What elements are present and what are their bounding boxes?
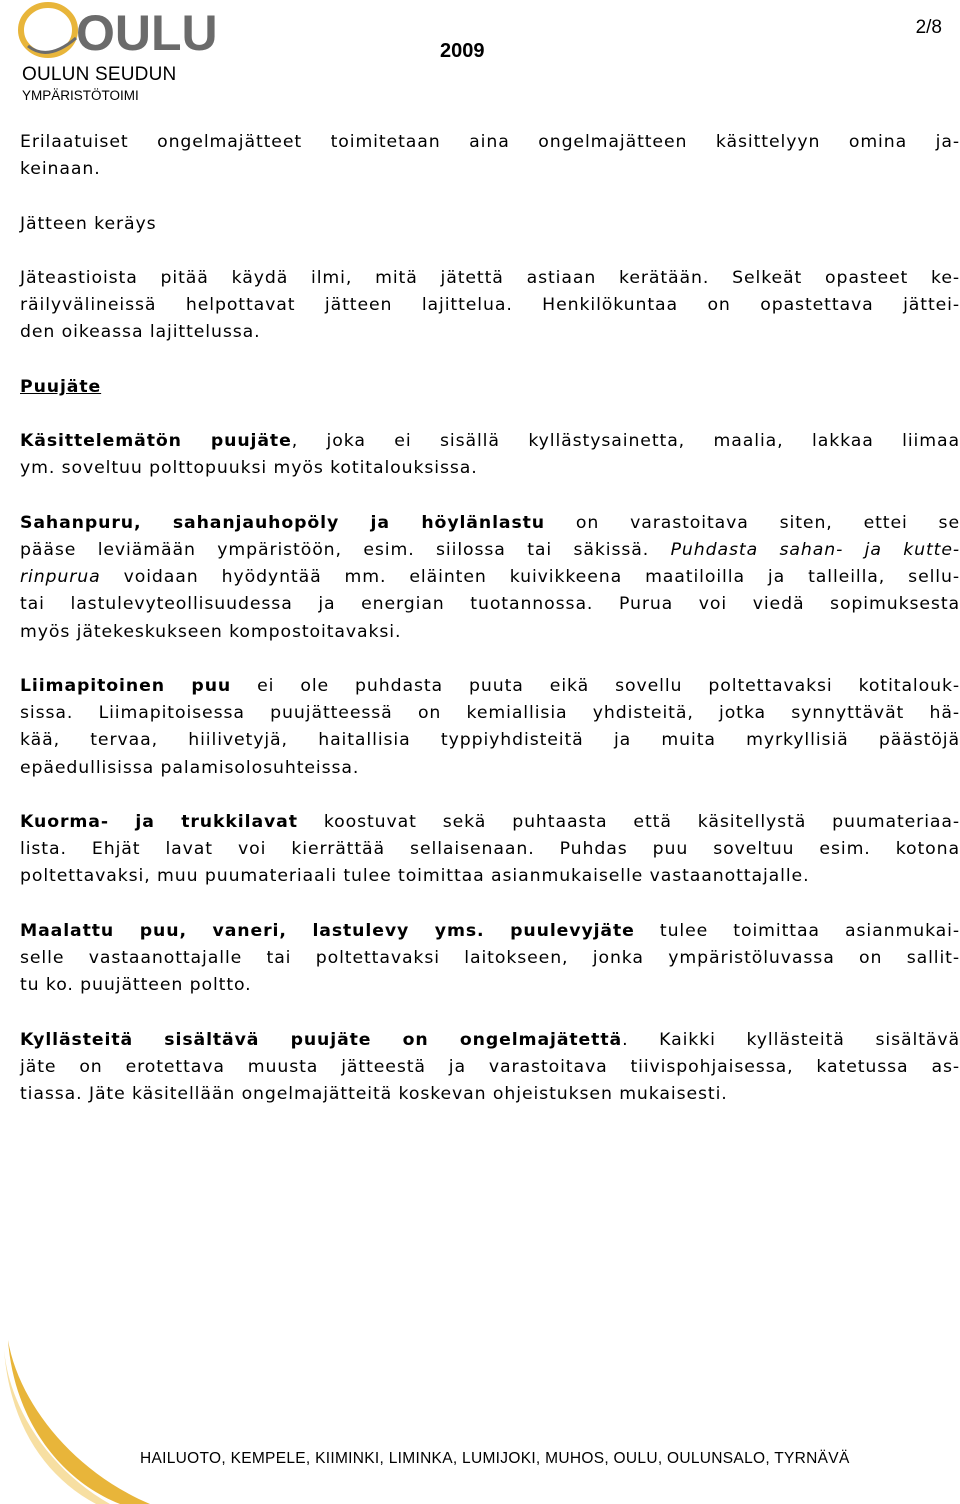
bold-term: Kyllästeitä sisältävä puujäte on ongelmajätettä: [20, 1029, 623, 1050]
decorative-swoosh: [0, 1340, 150, 1504]
document-year: 2009: [440, 40, 485, 62]
text-span: ei ole puhdasta puuta eikä sovellu poltettavaksi kotitalouk-: [231, 675, 960, 696]
bold-term: Käsittelemätön puujäte: [20, 431, 292, 452]
text-line: räilyvälineissä helpottavat jätteen lajittelua. Henkilökuntaa on opastettava jättei-: [20, 295, 960, 316]
paragraph-painted-wood: [20, 918, 960, 1000]
text-line: jäte on erotettava muusta jätteestä ja varastoitava tiivispohjaisessa, katetussa as-: [20, 1056, 960, 1077]
heading-wood-waste-text: Puujäte: [20, 376, 102, 397]
paragraph-hazardous-waste: [20, 129, 960, 183]
bold-term: Liimapitoinen puu: [20, 675, 232, 696]
heading-wood-waste: [20, 374, 960, 401]
text-span: pääse leviämään ympäristöön, esim. siilossa tai säkissä.: [20, 539, 671, 560]
text-span: tulee toimittaa asianmukai-: [634, 920, 960, 941]
text-line: lista. Ehjät lavat voi kierrättää sellaisenaan. Puhdas puu soveltuu esim. kotona: [20, 839, 960, 860]
text-span: koostuvat sekä puhtaasta että käsitellystä puumateriaa-: [297, 811, 960, 832]
text-line: ym. soveltuu polttopuuksi myös kotitalouksissa.: [20, 458, 478, 479]
italic-term: Puhdasta sahan- ja kutte-: [670, 539, 960, 560]
org-name-line2: YMPÄRISTÖTOIMI: [22, 88, 139, 103]
org-name-line1: OULUN SEUDUN: [22, 64, 177, 85]
text-line: epäedullisissa palamisolosuhteissa.: [20, 757, 360, 778]
paragraph-collection: [20, 265, 960, 347]
text-line: selle vastaanottajalle tai poltettavaksi laitokseen, jonka ympäristöluvassa on sallit-: [20, 947, 960, 968]
bold-term: Maalattu puu, vaneri, lastulevy yms. puulevyjäte: [20, 920, 635, 941]
text-span: , joka ei sisällä kyllästysainetta, maalia, lakkaa liimaa: [291, 431, 960, 452]
text-line: keinaan.: [20, 159, 101, 180]
text-line: tu ko. puujätteen poltto.: [20, 975, 252, 996]
paragraph-pallets: [20, 809, 960, 891]
oulu-logo: [18, 2, 218, 62]
text-span: voidaan hyödyntää mm. eläinten kuivikkeena maatiloilla ja talleilla, sellu-: [100, 567, 960, 588]
text-line: Erilaatuiset ongelmajätteet toimitetaan aina ongelmajätteen käsittelyyn omina ja-: [20, 132, 960, 152]
text-line: tiassa. Jäte käsitellään ongelmajätteitä koskevan ohjeistuksen mukaisesti.: [20, 1083, 728, 1104]
paragraph-impregnated-wood: [20, 1027, 960, 1109]
footer-municipalities: HAILUOTO, KEMPELE, KIIMINKI, LIMINKA, LUMIJOKI, MUHOS, OULU, OULUNSALO, TYRNÄVÄ: [140, 1450, 850, 1467]
text-line: myös jätekeskukseen kompostoitavaksi.: [20, 621, 402, 642]
heading-collection: Jätteen keräys: [20, 213, 157, 234]
text-line: poltettavaksi, muu puumateriaali tulee toimittaa asianmukaiselle vastaanottajalle.: [20, 866, 810, 887]
paragraph-sawdust: [20, 510, 960, 646]
bold-term: Sahanpuru, sahanjauhopöly ja höylänlastu: [20, 512, 546, 533]
text-line: kää, tervaa, hiilivetyjä, haitallisia typpiyhdisteitä ja muita myrkyllisiä päästöjä: [20, 730, 960, 751]
document-body: [20, 129, 960, 1108]
paragraph-glued-wood: [20, 673, 960, 782]
text-line: sissa. Liimapitoisessa puujätteessä on kemiallisia yhdisteitä, jotka synnyttävät hä-: [20, 703, 960, 724]
text-line: tai lastulevyteollisuudessa ja energian tuotannossa. Purua voi viedä sopimuksesta: [20, 594, 960, 615]
bold-term: Kuorma- ja trukkilavat: [20, 811, 298, 832]
text-span: . Kaikki kyllästeitä sisältävä: [622, 1029, 960, 1050]
page-number: 2/8: [915, 17, 942, 38]
italic-term: rinpurua: [20, 567, 101, 588]
text-span: on varastoitava siten, ettei se: [545, 512, 960, 533]
text-line: den oikeassa lajittelussa.: [20, 322, 261, 343]
text-line: Jäteastioista pitää käydä ilmi, mitä jätettä astiaan kerätään. Selkeät opasteet ke-: [20, 267, 960, 288]
paragraph-untreated-wood: [20, 428, 960, 482]
logo-wordmark: OULU: [76, 5, 218, 61]
